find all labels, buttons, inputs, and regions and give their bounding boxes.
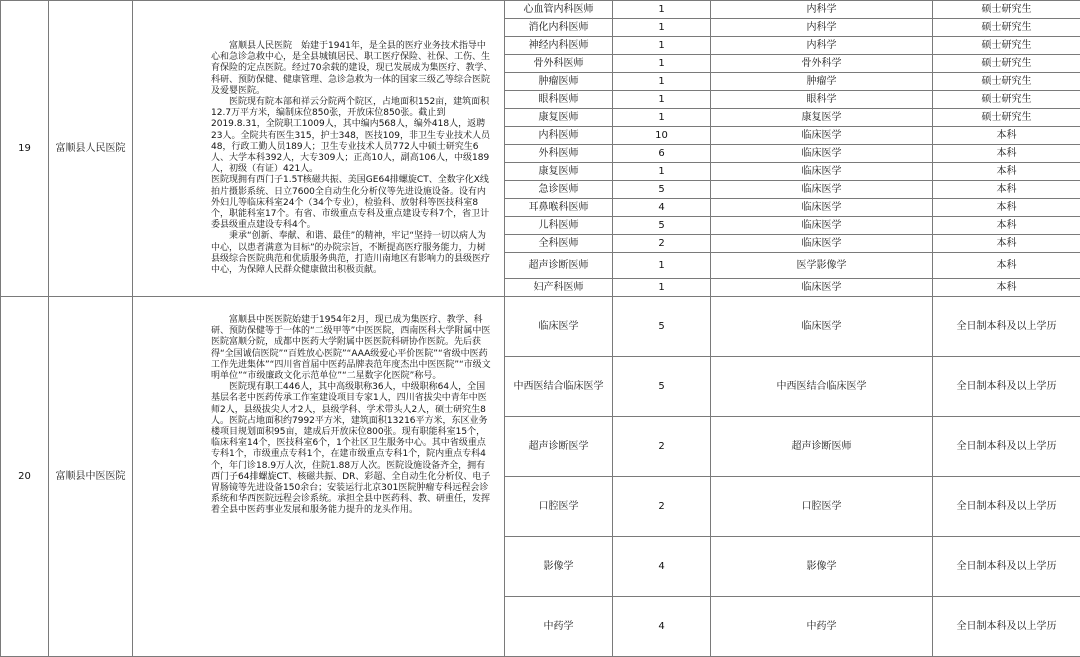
position-major: 眼科学 xyxy=(711,91,933,109)
position-major: 中西医结合临床医学 xyxy=(711,357,933,417)
position-education: 全日制本科及以上学历 xyxy=(933,357,1080,417)
position-education: 全日制本科及以上学历 xyxy=(933,417,1080,477)
position-education: 本科 xyxy=(933,163,1080,181)
position-education: 本科 xyxy=(933,127,1080,145)
position-count: 10 xyxy=(613,127,711,145)
position-education: 全日制本科及以上学历 xyxy=(933,537,1080,597)
position-count: 4 xyxy=(613,537,711,597)
hospital-name: 富顺县人民医院 xyxy=(49,1,133,297)
position-count: 1 xyxy=(613,109,711,127)
position-education: 硕士研究生 xyxy=(933,109,1080,127)
position-title: 消化内科医师 xyxy=(505,19,613,37)
position-major: 康复医学 xyxy=(711,109,933,127)
position-major: 口腔医学 xyxy=(711,477,933,537)
position-count: 1 xyxy=(613,163,711,181)
position-count: 1 xyxy=(613,37,711,55)
position-education: 硕士研究生 xyxy=(933,1,1080,19)
position-count: 5 xyxy=(613,181,711,199)
position-education: 硕士研究生 xyxy=(933,19,1080,37)
position-count: 1 xyxy=(613,279,711,297)
position-education: 全日制本科及以上学历 xyxy=(933,297,1080,357)
position-count: 6 xyxy=(613,145,711,163)
position-title: 心血管内科医师 xyxy=(505,1,613,19)
position-count: 1 xyxy=(613,1,711,19)
position-count: 1 xyxy=(613,91,711,109)
row-index: 19 xyxy=(1,1,49,297)
position-major: 临床医学 xyxy=(711,163,933,181)
position-major: 骨外科学 xyxy=(711,55,933,73)
position-major: 临床医学 xyxy=(711,217,933,235)
position-education: 本科 xyxy=(933,253,1080,279)
position-education: 硕士研究生 xyxy=(933,55,1080,73)
position-major: 内科学 xyxy=(711,1,933,19)
position-title: 眼科医师 xyxy=(505,91,613,109)
position-count: 2 xyxy=(613,417,711,477)
position-education: 硕士研究生 xyxy=(933,73,1080,91)
position-education: 硕士研究生 xyxy=(933,91,1080,109)
position-education: 本科 xyxy=(933,199,1080,217)
position-education: 本科 xyxy=(933,235,1080,253)
position-count: 1 xyxy=(613,253,711,279)
position-title: 全科医师 xyxy=(505,235,613,253)
position-major: 超声诊断医师 xyxy=(711,417,933,477)
position-major: 临床医学 xyxy=(711,127,933,145)
position-title: 外科医师 xyxy=(505,145,613,163)
position-major: 临床医学 xyxy=(711,181,933,199)
position-count: 1 xyxy=(613,19,711,37)
position-title: 中西医结合临床医学 xyxy=(505,357,613,417)
position-count: 2 xyxy=(613,235,711,253)
position-major: 中药学 xyxy=(711,597,933,657)
position-count: 4 xyxy=(613,199,711,217)
position-title: 儿科医师 xyxy=(505,217,613,235)
position-major: 内科学 xyxy=(711,19,933,37)
hospital-description: 富顺县人民医院 始建于1941年，是全县的医疗业务技术指导中心和急诊急救中心，是全县城镇居民、职工医疗保险、社保、工伤、生育保险的定点医院。经过70余载的建设，现已发展成为集医疗、教学、科研、预防保健、健康管理、急诊急救为一体的国家三级乙等综合医院及爱婴医院。 医院现有院本部和祥云分院两个院区，占地面积152亩，建筑面积12.7万平方米，编制床位850张，开放床位850张。截止到2019.8.31，全院职工1009人，其中编内568人，编外418人，返聘23人。全院共有医生315，护士348，医技109，非卫生专业技术人员48，行政工勤人员189人；卫生专业技术人员772人中硕士研究生6人、大学本科392人，大专309人；正高10人，副高106人，中级189人，初级（有证）421人。 医院现拥有西门子1.5T核磁共振、美国GE64排螺旋CT、全数字化X线拍片摄影系统、日立7600全自动生化分析仪等先进设施设备。设有内外妇儿等临床科室24个（34个专业），检验科、放射科等医技科室8个，职能科室17个。有省、市级重点专科及重点建设专科7个，省卫计委县级重点建设专科4个。 秉承“创新、奉献、和谐、最佳”的精神，牢记“坚持一切以病人为中心，以患者满意为目标”的办院宗旨，不断提高医疗服务能力，力树县级综合医院典范和优质服务典范，打造川南地区有影响力的县级医疗中心，为保障人民群众健康做出积极贡献。 xyxy=(133,1,505,297)
position-title: 临床医学 xyxy=(505,297,613,357)
position-count: 1 xyxy=(613,73,711,91)
position-title: 神经内科医师 xyxy=(505,37,613,55)
position-major: 临床医学 xyxy=(711,235,933,253)
position-title: 肿瘤医师 xyxy=(505,73,613,91)
position-education: 硕士研究生 xyxy=(933,37,1080,55)
position-count: 5 xyxy=(613,217,711,235)
position-title: 康复医师 xyxy=(505,109,613,127)
hospital-name: 富顺县中医医院 xyxy=(49,297,133,657)
position-title: 影像学 xyxy=(505,537,613,597)
position-education: 本科 xyxy=(933,145,1080,163)
position-education: 本科 xyxy=(933,217,1080,235)
position-count: 5 xyxy=(613,297,711,357)
position-major: 临床医学 xyxy=(711,199,933,217)
position-title: 骨外科医师 xyxy=(505,55,613,73)
position-education: 本科 xyxy=(933,181,1080,199)
position-major: 临床医学 xyxy=(711,279,933,297)
position-education: 全日制本科及以上学历 xyxy=(933,597,1080,657)
position-major: 临床医学 xyxy=(711,297,933,357)
position-title: 急诊医师 xyxy=(505,181,613,199)
position-major: 影像学 xyxy=(711,537,933,597)
position-title: 康复医师 xyxy=(505,163,613,181)
position-major: 内科学 xyxy=(711,37,933,55)
row-index: 20 xyxy=(1,297,49,657)
position-major: 临床医学 xyxy=(711,145,933,163)
position-count: 2 xyxy=(613,477,711,537)
position-title: 耳鼻喉科医师 xyxy=(505,199,613,217)
position-education: 本科 xyxy=(933,279,1080,297)
position-title: 妇产科医师 xyxy=(505,279,613,297)
position-title: 内科医师 xyxy=(505,127,613,145)
position-count: 4 xyxy=(613,597,711,657)
table-row xyxy=(1,297,1080,357)
position-major: 肿瘤学 xyxy=(711,73,933,91)
position-title: 口腔医学 xyxy=(505,477,613,537)
position-count: 5 xyxy=(613,357,711,417)
position-count: 1 xyxy=(613,55,711,73)
table-row xyxy=(1,1,1080,19)
position-title: 中药学 xyxy=(505,597,613,657)
position-major: 医学影像学 xyxy=(711,253,933,279)
position-education: 全日制本科及以上学历 xyxy=(933,477,1080,537)
position-title: 超声诊断医学 xyxy=(505,417,613,477)
position-title: 超声诊断医师 xyxy=(505,253,613,279)
hospital-description: 富顺县中医医院始建于1954年2月，现已成为集医疗、教学、科研、预防保健等于一体的“二级甲等”中医医院，西南医科大学附属中医医院富顺分院，成都中医药大学附属中医医院科研协作医院。先后获得“全国诚信医院”“百姓放心医院”“AAA级爱心平价医院”“省级中医药工作先进集体”“四川省首届中医药品牌表范年度杰出中医医院”“市级文明单位”“市级廉政文化示范单位”“二星数字化医院”称号。 医院现有职工446人，其中高级职称36人，中级职称64人，全国基层名老中医药传承工作室建设项目专家1人，四川省拔尖中青年中医师2人，县级拔尖人才2人，县级学科、学术带头人2人，硕士研究生8人。医院占地面积约7992平方米，建筑面积13216平方米，东区业务楼项目规划面积95亩，建成后开放床位800张。现有职能科室15个，临床科室14个，医技科室6个，1个社区卫生服务中心。其中省级重点专科1个，市级重点专科1个，在建市级重点专科1个，院内重点专科4个，年门诊18.9万人次，住院1.88万人次。医院设施设备齐全，拥有西门子64排螺旋CT、核磁共振、DR、彩超、全自动生化分析仪、电子胃肠镜等先进设备150余台；安装运行北京301医院肿瘤专科远程会诊系统和华西医院远程会诊系统。承担全县中医药科、教、研重任，发挥着全县中医药事业发展和服务能力提升的龙头作用。 xyxy=(133,297,505,657)
